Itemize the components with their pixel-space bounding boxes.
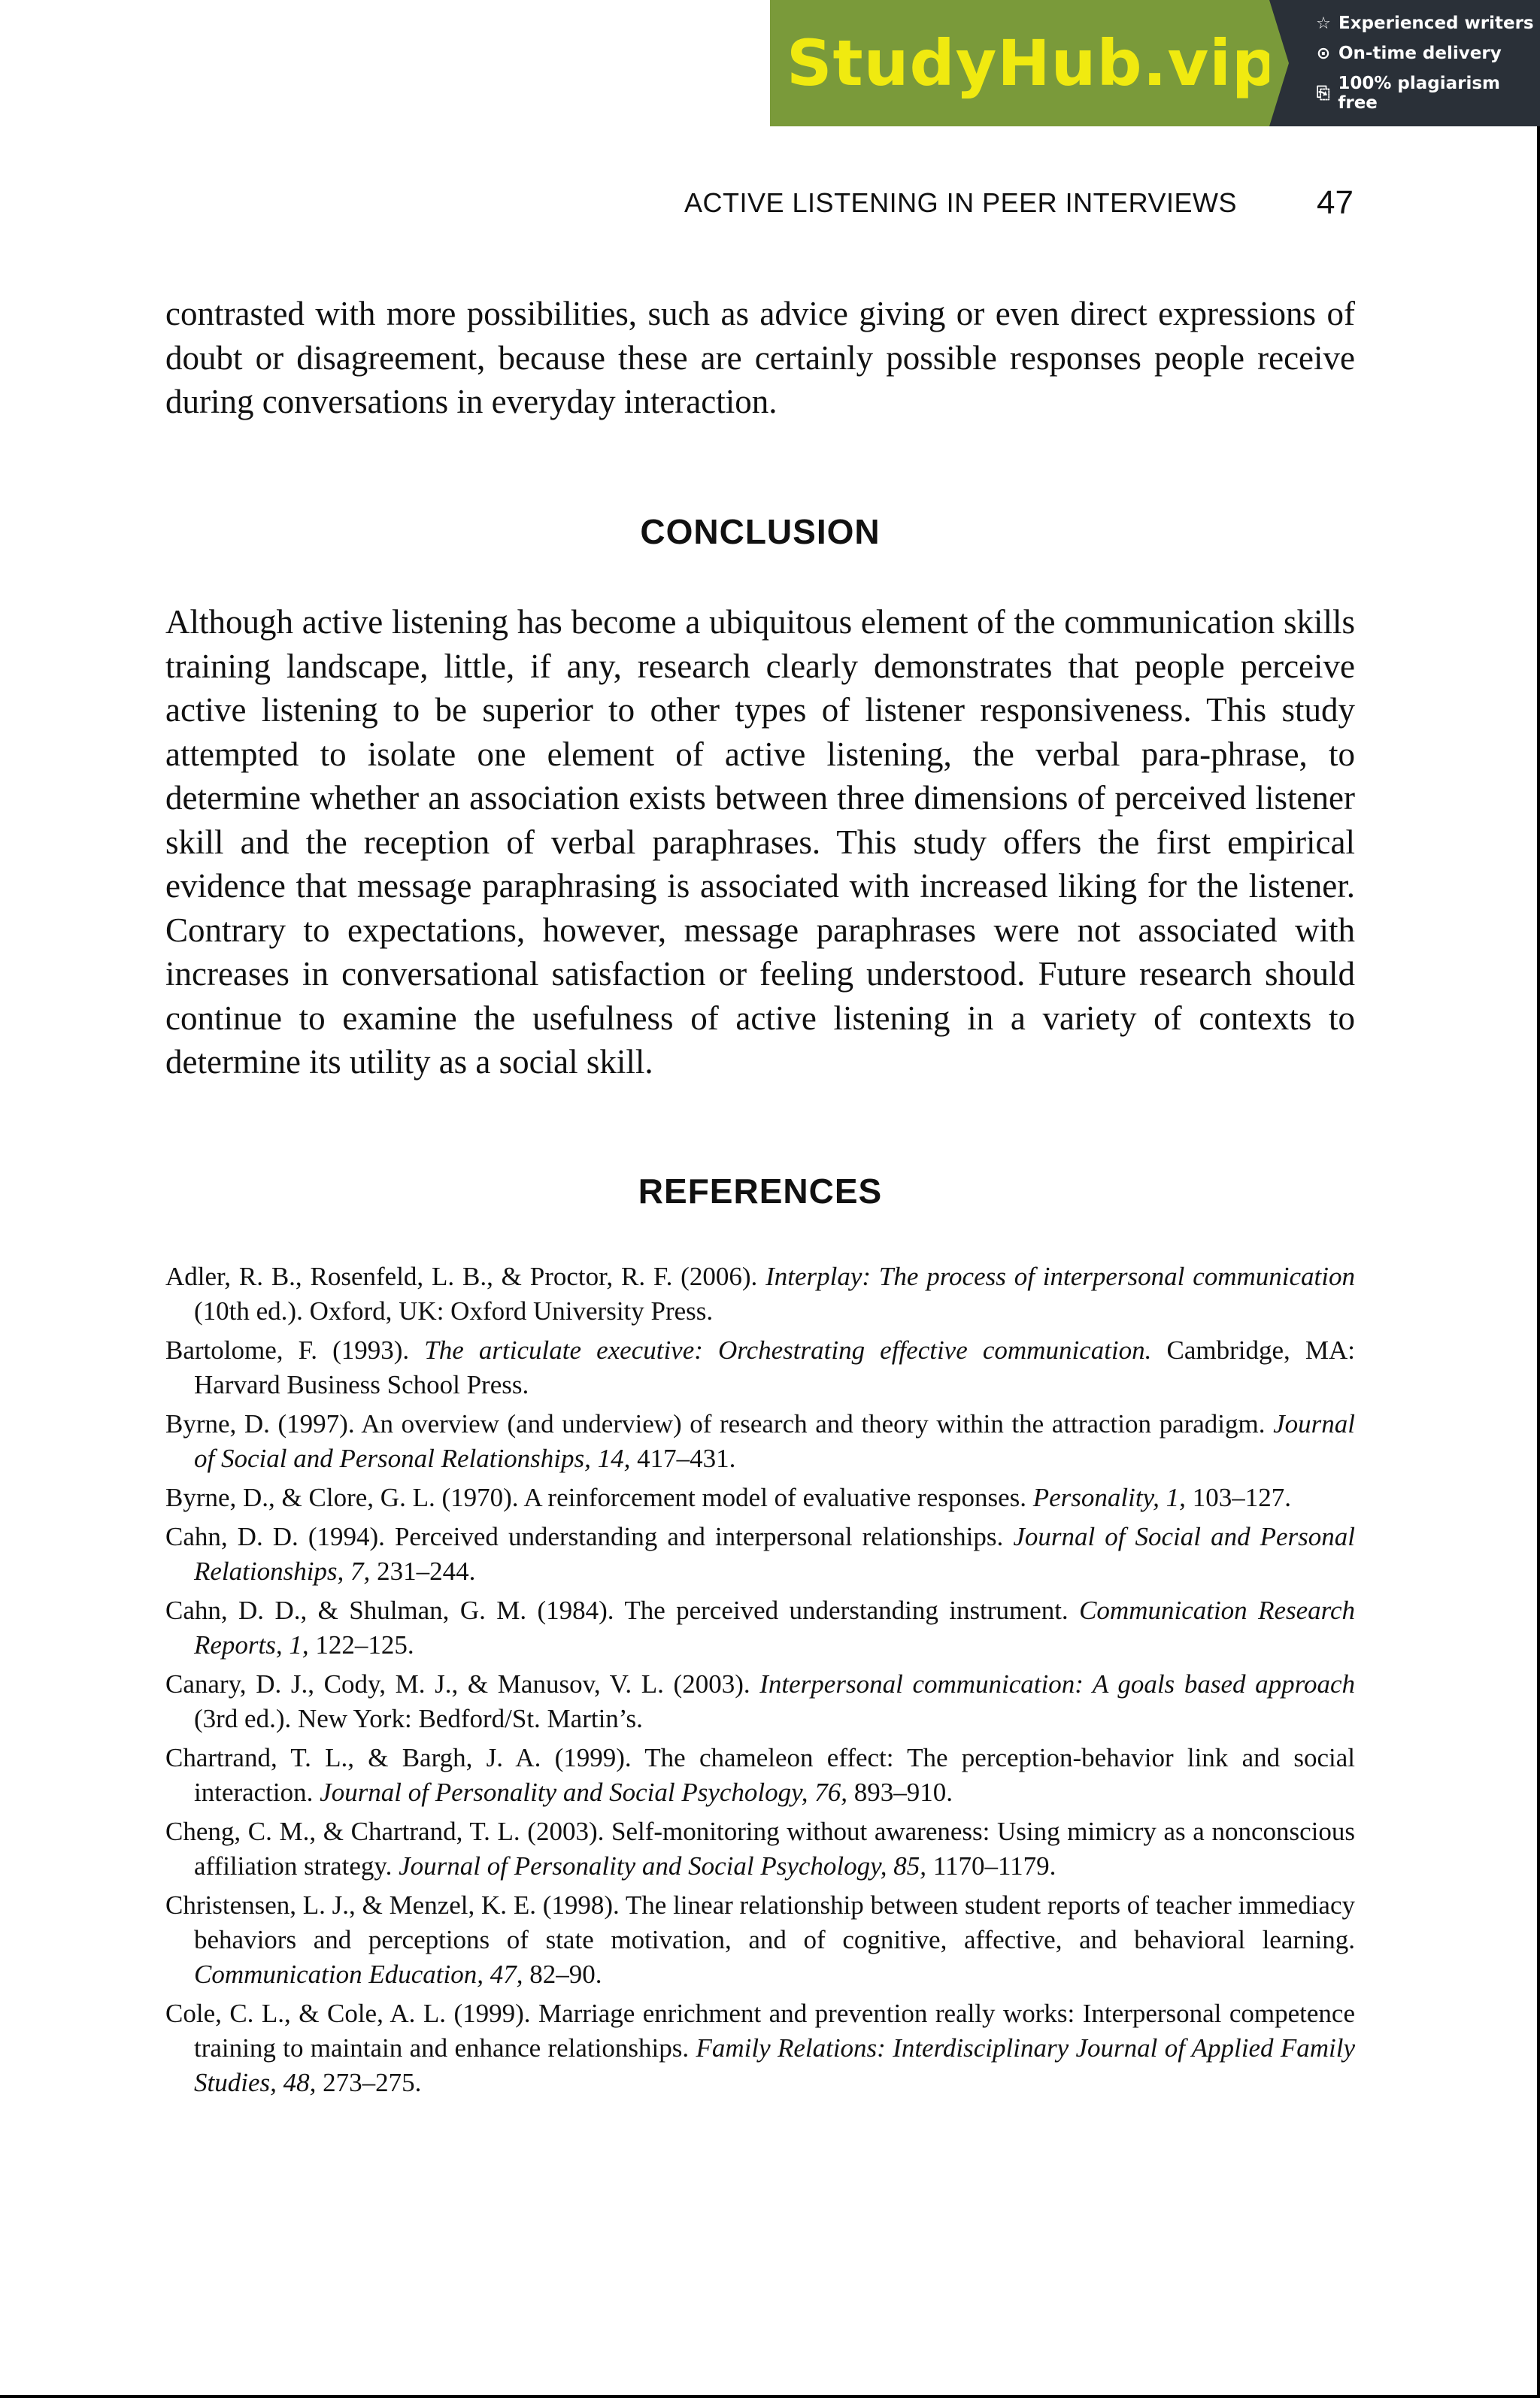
reference-item	[165, 1481, 1355, 1515]
reference-title: The articulate executive: Orchestrating effective communication.	[424, 1335, 1152, 1365]
reference-authors: Cole, C. L., & Cole, A. L. (1999). Marriage enrichment and prevention really works: Interpersonal competence training to maintain and enhance relationships.	[165, 1999, 1355, 2063]
reference-details: 417–431.	[630, 1444, 736, 1473]
reference-details: (10th ed.). Oxford, UK: Oxford University Press.	[194, 1296, 714, 1326]
reference-details: 82–90.	[523, 1960, 602, 1989]
reference-details: 231–244.	[370, 1557, 476, 1586]
banner-logo[interactable]	[770, 0, 1278, 126]
banner-features	[1269, 0, 1540, 126]
reference-title: Family Relations: Interdisciplinary Journal of Applied Family Studies, 48,	[194, 2033, 1356, 2097]
reference-title: Journal of Social and Personal Relationships, 7,	[194, 1522, 1355, 1586]
reference-title: Interpersonal communication: A goals based approach	[759, 1669, 1355, 1699]
reference-authors: Byrne, D., & Clore, G. L. (1970). A reinforcement model of evaluative responses.	[165, 1483, 1033, 1512]
reference-list	[165, 1260, 1355, 2105]
conclusion-heading: CONCLUSION	[640, 512, 881, 551]
reference-details: 893–910.	[847, 1778, 953, 1807]
reference-item	[165, 1520, 1355, 1589]
reference-item	[165, 1593, 1355, 1663]
banner-feature-label: Experienced writers	[1338, 14, 1534, 33]
reference-authors: Chartrand, T. L., & Bargh, J. A. (1999). The chameleon effect: The perception-behavior link and social interaction.	[165, 1743, 1355, 1807]
banner-feature-label: On-time delivery	[1338, 44, 1502, 63]
reference-item	[165, 1814, 1355, 1884]
reference-details: 122–125.	[308, 1630, 414, 1660]
reference-details: 1170–1179.	[926, 1851, 1056, 1881]
reference-title: Personality, 1,	[1032, 1483, 1186, 1512]
reference-authors: Cahn, D. D., & Shulman, G. M. (1984). The perceived understanding instrument.	[165, 1596, 1080, 1625]
banner-logo-text[interactable]: StudyHub.vip	[787, 26, 1278, 100]
references-heading: REFERENCES	[638, 1172, 883, 1211]
reference-item	[165, 1407, 1355, 1476]
running-title: ACTIVE LISTENING IN PEER INTERVIEWS	[684, 187, 1237, 218]
reference-item	[165, 1741, 1355, 1810]
reference-authors: Byrne, D. (1997). An overview (and underview) of research and theory within the attraction paradigm.	[165, 1409, 1274, 1438]
reference-item	[165, 1888, 1355, 1992]
reference-title: Communication Education, 47,	[194, 1960, 523, 1989]
reference-title: Communication Research Reports, 1,	[194, 1596, 1355, 1660]
document-icon: ⎘	[1316, 83, 1330, 103]
reference-details: 273–275.	[316, 2068, 422, 2097]
reference-title: Journal of Personality and Social Psychology, 85,	[399, 1851, 926, 1881]
conclusion-paragraph: Although active listening has become a ubiquitous element of the communication skills training landscape, little, if any, research clearly demonstrates that people perceive active listening to be superior to other types of listener responsiveness. This study attempted to isolate one element of active listening, the verbal para-phrase, to determine whether an association exists between three dimensions of perceived listener skill and the reception of verbal paraphrases. This study offers the first empirical evidence that message paraphrasing is associated with increased liking for the listener. Contrary to expectations, however, message paraphrases were not associated with increases in conversational satisfaction or feeling understood. Future research should continue to examine the usefulness of active listening in a variety of contexts to determine its utility as a social skill.	[165, 603, 1355, 1081]
reference-title: Journal of Personality and Social Psychology, 76,	[320, 1778, 848, 1807]
banner-feature-writers	[1314, 14, 1540, 33]
banner-chevron	[1269, 0, 1289, 126]
page-border-bottom	[0, 2395, 1540, 2398]
reference-authors: Canary, D. J., Cody, M. J., & Manusov, V. L. (2003).	[165, 1669, 760, 1699]
reference-details: Cambridge, MA: Harvard Business School Press.	[194, 1335, 1356, 1399]
clock-icon: ⊙	[1316, 44, 1331, 63]
reference-details: (3rd ed.). New York: Bedford/St. Martin’s.	[194, 1704, 643, 1733]
reference-item	[165, 1333, 1355, 1402]
reference-title: Interplay: The process of interpersonal communication	[765, 1262, 1355, 1291]
reference-item	[165, 1996, 1355, 2100]
reference-authors: Adler, R. B., Rosenfeld, L. B., & Proctor, R. F. (2006).	[165, 1262, 766, 1291]
reference-authors: Cheng, C. M., & Chartrand, T. L. (2003). Self-monitoring without awareness: Using mimicry as a nonconscious affiliation strategy.	[165, 1817, 1355, 1881]
intro-paragraph: contrasted with more possibilities, such as advice giving or even direct expressions of doubt or disagreement, because these are certainly possible responses people receive during conversations in everyday interaction.	[165, 295, 1355, 420]
reference-details: 103–127.	[1185, 1483, 1291, 1512]
reference-authors: Bartolome, F. (1993).	[165, 1335, 425, 1365]
reference-authors: Christensen, L. J., & Menzel, K. E. (1998). The linear relationship between student reports of teacher immediacy behaviors and perceptions of state motivation, and of cognitive, affective, and behavioral learning.	[165, 1890, 1355, 1954]
page-number: 47	[1317, 184, 1354, 221]
banner-feature-label: 100% plagiarism free	[1338, 74, 1501, 113]
reference-title: Journal of Social and Personal Relationships, 14,	[194, 1409, 1355, 1473]
reference-item	[165, 1667, 1355, 1736]
reference-authors: Cahn, D. D. (1994). Perceived understanding and interpersonal relationships.	[165, 1522, 1014, 1551]
banner-feature-delivery	[1314, 44, 1540, 63]
page-border-right	[1537, 0, 1540, 2398]
reference-item	[165, 1260, 1355, 1329]
running-head	[684, 184, 1354, 222]
studyhub-banner[interactable]	[770, 0, 1540, 126]
star-icon: ☆	[1316, 14, 1331, 33]
banner-feature-plagiarism	[1314, 74, 1540, 113]
